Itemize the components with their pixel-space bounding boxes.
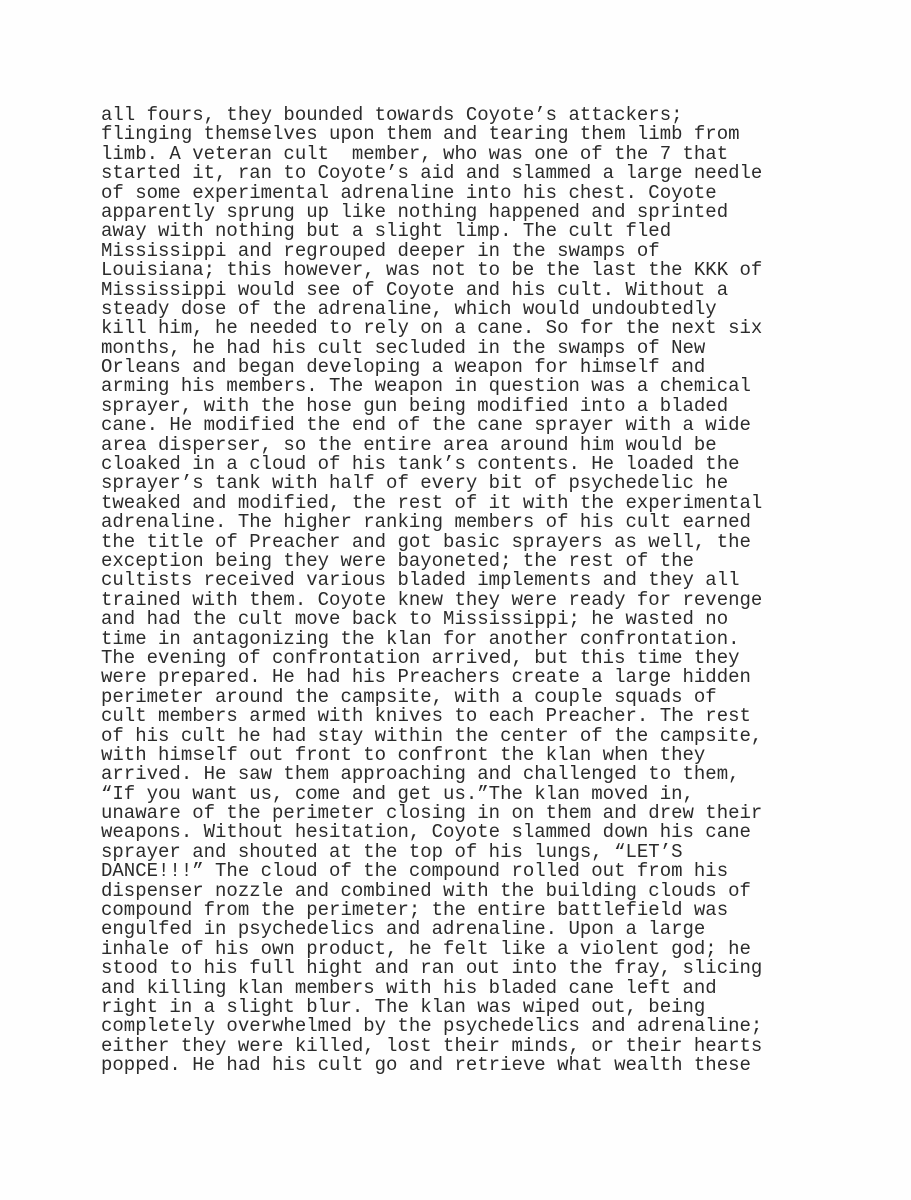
text-line: adrenaline. The higher ranking members of his cult earned xyxy=(101,511,751,534)
text-line: steady dose of the adrenaline, which would undoubtedly xyxy=(101,297,717,320)
text-line: apparently sprung up like nothing happened and sprinted xyxy=(101,200,729,223)
text-line: Mississippi would see of Coyote and his cult. Without a xyxy=(101,278,729,301)
text-line: completely overwhelmed by the psychedelics and adrenaline; xyxy=(101,1015,763,1038)
text-line: Louisiana; this however, was not to be the last the KKK of xyxy=(101,259,763,282)
text-line: limb. A veteran cult member, who was one of the 7 that xyxy=(101,142,729,165)
text-line: engulfed in psychedelics and adrenaline. Upon a large xyxy=(101,918,706,941)
text-line: started it, ran to Coyote’s aid and slammed a large needle xyxy=(101,162,763,185)
text-line: and had the cult move back to Mississippi; he wasted no xyxy=(101,608,729,631)
text-line: right in a slight blur. The klan was wiped out, being xyxy=(101,995,706,1018)
text-line: compound from the perimeter; the entire battlefield was xyxy=(101,899,729,922)
text-line: popped. He had his cult go and retrieve what wealth these xyxy=(101,1054,751,1077)
text-line: either they were killed, lost their minds, or their hearts xyxy=(101,1034,763,1057)
text-line: perimeter around the campsite, with a couple squads of xyxy=(101,685,717,708)
text-line: and killing klan members with his bladed cane left and xyxy=(101,976,717,999)
text-line: stood to his full hight and ran out into the fray, slicing xyxy=(101,957,763,980)
text-line: Mississippi and regrouped deeper in the swamps of xyxy=(101,239,660,262)
text-line: sprayer and shouted at the top of his lungs, “LET’S xyxy=(101,840,683,863)
text-line: arming his members. The weapon in question was a chemical xyxy=(101,375,751,398)
text-line: cultists received various bladed implements and they all xyxy=(101,569,740,592)
text-line: Orleans and began developing a weapon for himself and xyxy=(101,356,706,379)
text-line: area disperser, so the entire area around him would be xyxy=(101,433,717,456)
text-line: flinging themselves upon them and tearing them limb from xyxy=(101,123,740,146)
text-line: of his cult he had stay within the center of the campsite, xyxy=(101,724,763,747)
text-line: away with nothing but a slight limp. The cult fled xyxy=(101,220,672,243)
text-line: were prepared. He had his Preachers create a large hidden xyxy=(101,666,751,689)
body-text xyxy=(101,106,891,1076)
text-line: with himself out front to confront the klan when they xyxy=(101,743,706,766)
text-line: weapons. Without hesitation, Coyote slammed down his cane xyxy=(101,821,751,844)
text-line: arrived. He saw them approaching and challenged to them, xyxy=(101,763,740,786)
text-line: unaware of the perimeter closing in on them and drew their xyxy=(101,802,763,825)
text-line: sprayer’s tank with half of every bit of psychedelic he xyxy=(101,472,729,495)
text-line: sprayer, with the hose gun being modified into a bladed xyxy=(101,394,729,417)
text-line: cloaked in a cloud of his tank’s contents. He loaded the xyxy=(101,453,740,476)
text-line: of some experimental adrenaline into his chest. Coyote xyxy=(101,181,717,204)
text-line: dispenser nozzle and combined with the building clouds of xyxy=(101,879,751,902)
text-line: inhale of his own product, he felt like a violent god; he xyxy=(101,937,751,960)
text-line: months, he had his cult secluded in the swamps of New xyxy=(101,336,706,359)
text-line: the title of Preacher and got basic sprayers as well, the xyxy=(101,530,751,553)
text-line: kill him, he needed to rely on a cane. So for the next six xyxy=(101,317,763,340)
text-line: “If you want us, come and get us.”The klan moved in, xyxy=(101,782,694,805)
text-line: cane. He modified the end of the cane sprayer with a wide xyxy=(101,414,751,437)
text-line: time in antagonizing the klan for another confrontation. xyxy=(101,627,740,650)
text-line: DANCE!!!” The cloud of the compound rolled out from his xyxy=(101,860,729,883)
text-line: cult members armed with knives to each Preacher. The rest xyxy=(101,705,751,728)
text-line: The evening of confrontation arrived, but this time they xyxy=(101,646,740,669)
text-line: all fours, they bounded towards Coyote’s attackers; xyxy=(101,104,683,126)
text-line: trained with them. Coyote knew they were ready for revenge xyxy=(101,588,763,611)
text-line: exception being they were bayoneted; the rest of the xyxy=(101,549,694,572)
text-line: tweaked and modified, the rest of it with the experimental xyxy=(101,491,763,514)
